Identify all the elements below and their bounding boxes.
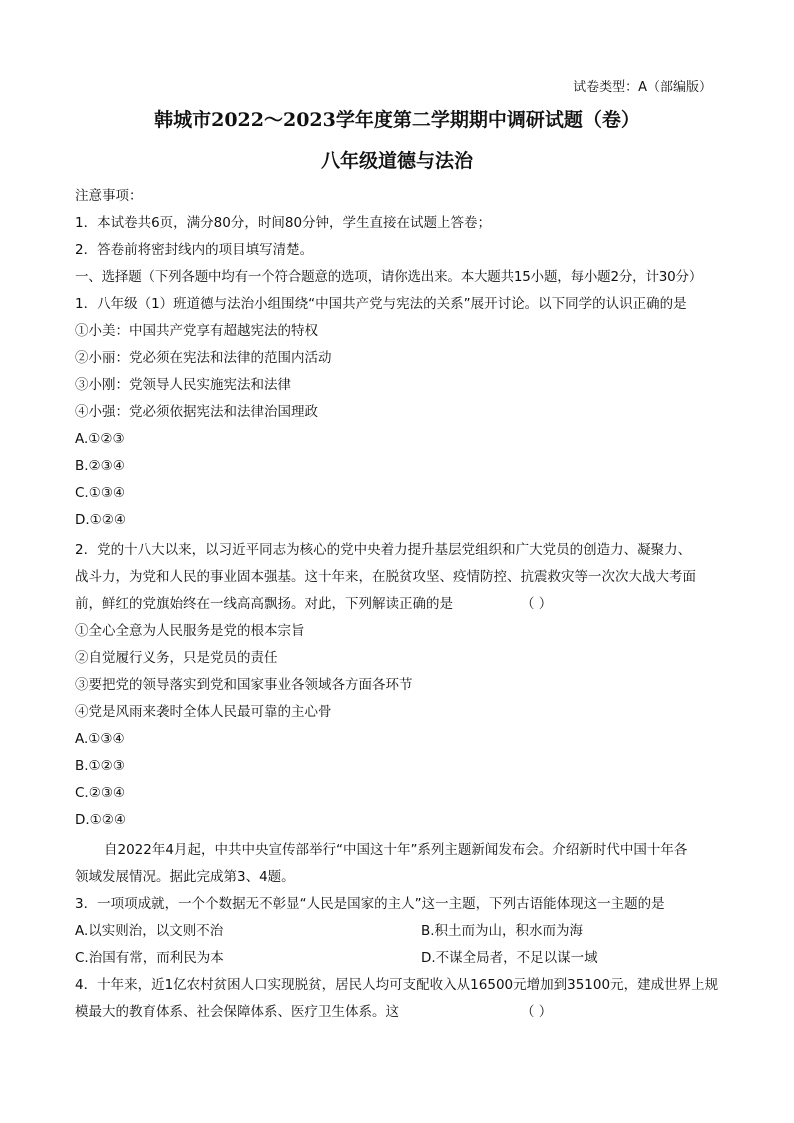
question-stem: 3．一项项成就，一个个数据无不彰显“人民是国家的主人”这一主题，下列古语能体现这一主题的是 bbox=[75, 896, 665, 912]
answer-blank: （ ） bbox=[521, 596, 553, 612]
question-stem: 2．党的十八大以来，以习近平同志为核心的党中央着力提升基层党组织和广大党员的创造力、凝聚力、 bbox=[75, 542, 692, 558]
question-stem: 模最大的教育体系、社会保障体系、医疗卫生体系。这 bbox=[75, 1004, 399, 1020]
answer-option: A.①③④ bbox=[75, 731, 125, 747]
answer-option: C.治国有常，而利民为本 bbox=[75, 950, 224, 966]
answer-option: B.①②③ bbox=[75, 758, 125, 774]
answer-option: C.①③④ bbox=[75, 485, 126, 501]
exam-subtitle: 八年级道德与法治 bbox=[320, 150, 473, 172]
question-stem: 前，鲜红的党旗始终在一线高高飘扬。对此，下列解读正确的是 bbox=[75, 596, 453, 612]
question-stem: 4．十年来，近1亿农村贫困人口实现脱贫，居民人均可支配收入从16500元增加到35100元，建成世界上规 bbox=[75, 977, 719, 993]
notice-item: 2．答卷前将密封线内的项目填写清楚。 bbox=[75, 242, 314, 258]
material-text: 自2022年4月起，中共中央宣传部举行“中国这十年”系列主题新闻发布会。介绍新时代中国十年各 bbox=[104, 842, 688, 858]
answer-option: B.②③④ bbox=[75, 458, 125, 474]
notice-heading: 注意事项： bbox=[75, 188, 143, 204]
question-statement: ②自觉履行义务，只是党员的责任 bbox=[75, 650, 278, 666]
material-text: 领域发展情况。据此完成第3、4题。 bbox=[75, 869, 295, 885]
question-statement: ②小丽：党必须在宪法和法律的范围内活动 bbox=[75, 350, 332, 366]
section-heading: 一、选择题（下列各题中均有一个符合题意的选项，请你选出来。本大题共15小题，每小题2分，计30分） bbox=[75, 269, 703, 285]
answer-option: D.①②④ bbox=[75, 812, 126, 828]
question-statement: ①小美：中国共产党享有超越宪法的特权 bbox=[75, 323, 318, 339]
question-statement: ③小刚：党领导人民实施宪法和法律 bbox=[75, 377, 291, 393]
answer-option: B.积土而为山，积水而为海 bbox=[421, 923, 584, 939]
question-stem: 战斗力，为党和人民的事业固本强基。这十年来，在脱贫攻坚、疫情防控、抗震救灾等一次次大战大考面 bbox=[75, 569, 696, 585]
question-statement: ①全心全意为人民服务是党的根本宗旨 bbox=[75, 623, 305, 639]
paper-type-label: 试卷类型：A（部编版） bbox=[573, 80, 712, 95]
notice-item: 1．本试卷共6页，满分80分，时间80分钟，学生直接在试题上答卷； bbox=[75, 215, 492, 231]
question-statement: ④党是风雨来袭时全体人民最可靠的主心骨 bbox=[75, 704, 332, 720]
answer-option: C.②③④ bbox=[75, 785, 126, 801]
answer-option: D.不谋全局者，不足以谋一域 bbox=[421, 950, 598, 966]
exam-title: 韩城市2022～2023学年度第二学期期中调研试题（卷） bbox=[154, 109, 640, 131]
answer-option: A.①②③ bbox=[75, 431, 125, 447]
answer-option: A.以实则治，以文则不治 bbox=[75, 923, 224, 939]
question-stem: 1．八年级（1）班道德与法治小组围绕“中国共产党与宪法的关系”展开讨论。以下同学的认识正确的是 bbox=[75, 296, 687, 312]
answer-blank: （ ） bbox=[521, 1004, 553, 1020]
answer-option: D.①②④ bbox=[75, 512, 126, 528]
question-statement: ④小强：党必须依据宪法和法律治国理政 bbox=[75, 404, 318, 420]
question-statement: ③要把党的领导落实到党和国家事业各领域各方面各环节 bbox=[75, 677, 413, 693]
